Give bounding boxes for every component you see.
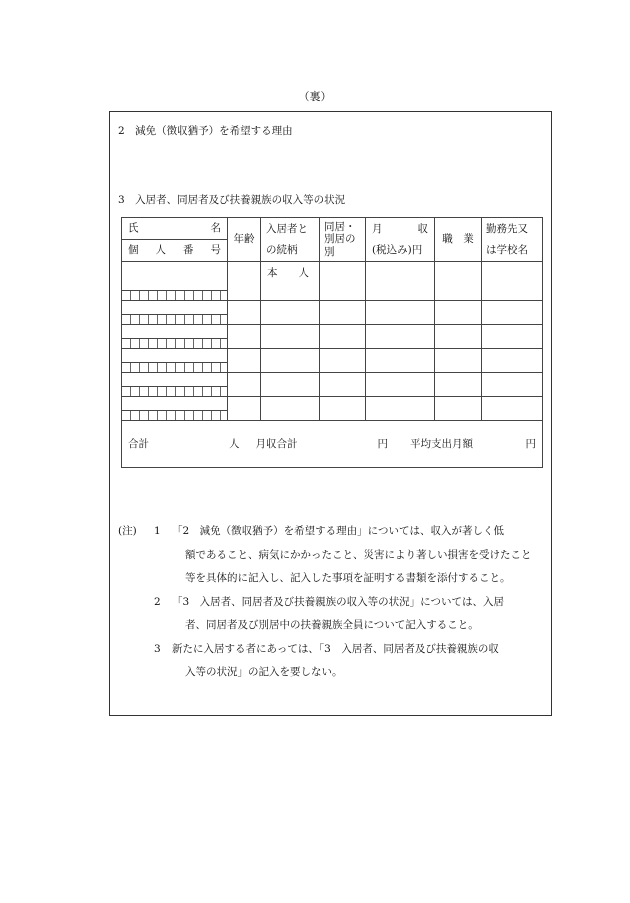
age-cell[interactable]	[228, 325, 261, 349]
occupation-cell[interactable]	[435, 301, 482, 325]
total-label: 合計	[128, 437, 149, 450]
relationship-cell[interactable]	[261, 373, 320, 397]
header-cohabitation: 同居・ 別居の 別	[320, 218, 366, 262]
age-cell[interactable]	[228, 373, 261, 397]
relationship-cell: 本 人	[261, 262, 320, 301]
occupation-cell[interactable]	[435, 373, 482, 397]
relationship-cell[interactable]	[261, 325, 320, 349]
table-row	[122, 262, 543, 291]
workplace-cell[interactable]	[482, 373, 543, 397]
income-cell[interactable]	[366, 262, 435, 301]
relationship-cell[interactable]	[261, 349, 320, 373]
name-cell[interactable]	[122, 325, 228, 339]
id-number-cell[interactable]	[122, 339, 228, 349]
table-row	[122, 373, 543, 387]
page-side-marker: （裏）	[298, 90, 332, 103]
notes: (注) 1 「2 減免（徴収猶予）を希望する理由」については、収入が著しく低 額であること、病気にかかったこと、災害により著しい損害を受けたこと 等を具体的に記入し、記入した事項を証明する書類を添付すること。 2 「3 入居者、同居者及び扶養親族の収入等の状況」については、入居 者、同居者及び別居中の扶養親族全員について記入すること。 3 新たに入居する者にあっては、「3 入居者、同居者及び扶養親族の収 入等の状況」の記入を要しない。	[118, 520, 550, 685]
table-row	[122, 325, 543, 339]
note-3: 3 新たに入居する者にあっては、「3 入居者、同居者及び扶養親族の収	[154, 642, 499, 655]
workplace-cell[interactable]	[482, 397, 543, 421]
id-number-cell[interactable]	[122, 315, 228, 325]
income-cell[interactable]	[366, 373, 435, 397]
note-2: 2 「3 入居者、同居者及び扶養親族の収入等の状況」については、入居	[154, 595, 504, 608]
age-cell[interactable]	[228, 262, 261, 301]
note-1: (注) 1 「2 減免（徴収猶予）を希望する理由」については、収入が著しく低	[118, 525, 504, 537]
person-unit: 人	[229, 437, 240, 450]
header-name: 氏 名	[122, 218, 228, 240]
workplace-cell[interactable]	[482, 349, 543, 373]
age-cell[interactable]	[228, 349, 261, 373]
occupation-cell[interactable]	[435, 397, 482, 421]
name-cell[interactable]	[122, 373, 228, 387]
yen-unit-2: 円	[525, 437, 536, 450]
income-cell[interactable]	[366, 349, 435, 373]
cohabitation-cell[interactable]	[320, 373, 366, 397]
occupation-cell[interactable]	[435, 349, 482, 373]
age-cell[interactable]	[228, 301, 261, 325]
id-number-cell[interactable]	[122, 387, 228, 397]
id-number-cell[interactable]	[122, 363, 228, 373]
income-cell[interactable]	[366, 301, 435, 325]
income-cell[interactable]	[366, 397, 435, 421]
yen-unit: 円	[377, 437, 388, 450]
section-3-title: 3 入居者、同居者及び扶養親族の収入等の状況	[118, 194, 346, 206]
occupation-cell[interactable]	[435, 262, 482, 301]
header-age: 年齢	[228, 218, 261, 262]
id-number-cell[interactable]	[122, 291, 228, 301]
table-row	[122, 349, 543, 363]
header-id-number: 個 人 番 号	[122, 240, 228, 262]
monthly-total-label: 月収合計	[255, 437, 298, 450]
relationship-cell[interactable]	[261, 397, 320, 421]
name-cell[interactable]	[122, 301, 228, 315]
occupation-cell[interactable]	[435, 325, 482, 349]
income-cell[interactable]	[366, 325, 435, 349]
cohabitation-cell[interactable]	[320, 325, 366, 349]
income-table	[121, 217, 543, 468]
header-workplace: 勤務先又 は学校名	[482, 218, 543, 262]
age-cell[interactable]	[228, 397, 261, 421]
cohabitation-cell[interactable]	[320, 262, 366, 301]
table-header-row	[122, 218, 543, 240]
section-2-title: 2 減免（徴収猶予）を希望する理由	[118, 125, 293, 137]
avg-expense-label: 平均支出月額	[410, 437, 473, 450]
relationship-cell[interactable]	[261, 301, 320, 325]
table-row	[122, 301, 543, 315]
cohabitation-cell[interactable]	[320, 397, 366, 421]
header-relationship: 入居者と の続柄	[261, 218, 320, 262]
totals-row	[122, 421, 543, 468]
name-cell[interactable]	[122, 262, 228, 291]
table-row	[122, 397, 543, 411]
cohabitation-cell[interactable]	[320, 349, 366, 373]
header-occupation: 職 業	[435, 218, 482, 262]
header-monthly-income: 月 収 (税込み)円	[366, 218, 435, 262]
name-cell[interactable]	[122, 397, 228, 411]
workplace-cell[interactable]	[482, 262, 543, 301]
id-number-cell[interactable]	[122, 411, 228, 421]
name-cell[interactable]	[122, 349, 228, 363]
workplace-cell[interactable]	[482, 325, 543, 349]
cohabitation-cell[interactable]	[320, 301, 366, 325]
workplace-cell[interactable]	[482, 301, 543, 325]
